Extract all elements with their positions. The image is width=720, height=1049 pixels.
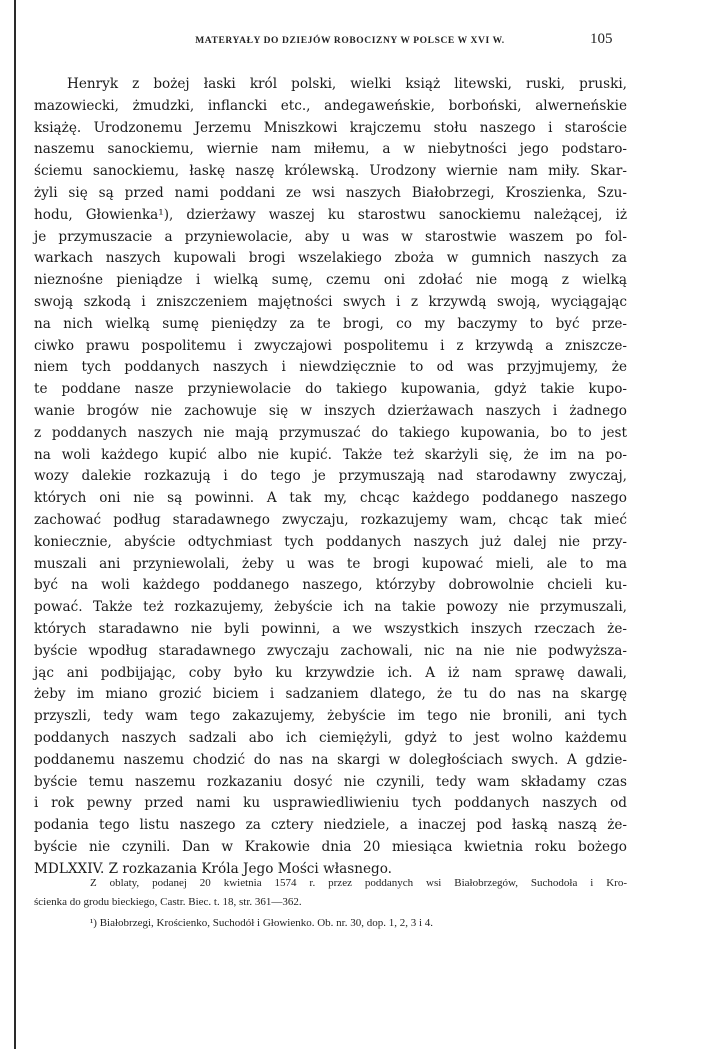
body-line: warkach naszych kupowali brogi wszelakiego zboża w gumnich naszych za bbox=[34, 250, 627, 267]
body-line: ściemu sanockiemu, łaskę naszę królewską. Urodzony wiernie nam miły. Skar- bbox=[34, 163, 627, 180]
body-line: których staradawno nie byli powinni, a we wszystkich inszych rzeczach że- bbox=[34, 620, 627, 637]
body-line: wozy dalekie rozkazują i do tego je przymuszają nad starodawny zwyczaj, bbox=[34, 468, 627, 485]
body-line: jąc ani podbijając, coby było ku krzywdzie ich. A iż nam sprawę dawali, bbox=[34, 664, 627, 681]
body-line: poddanych naszych sadzali abo ich ciemiężyli, gdyż to jest wolno każdemu bbox=[34, 729, 627, 746]
body-line: te poddane nasze przyniewolacie do takiego kupowania, gdyż takie kupo- bbox=[34, 381, 627, 398]
document-body bbox=[34, 74, 627, 880]
body-line: i rok pewny przed nami ku usprawiedliwieniu tych poddanych naszych od bbox=[34, 795, 627, 812]
body-line: byście nie czynili. Dan w Krakowie dnia 20 miesiąca kwietnia roku bożego bbox=[34, 838, 627, 855]
source-note-line: Z oblaty, podanej 20 kwietnia 1574 r. przez poddanych wsi Białobrzegów, Suchodoła i Kro- bbox=[90, 877, 627, 889]
body-line: podania tego listu naszego za cztery niedziele, a inaczej pod łaską naszą że- bbox=[34, 817, 627, 834]
scan-edge-line bbox=[14, 0, 16, 1049]
running-head: MATERYAŁY DO DZIEJÓW ROBOCIZNY W POLSCE W XVI W. bbox=[195, 36, 505, 46]
body-line: MDLXXIV. Z rozkazania Króla Jego Mości własnego. bbox=[34, 860, 392, 877]
body-line: ciwko prawu pospolitemu i zwyczajowi pospolitemu i z krzywdą a zniszcze- bbox=[34, 337, 627, 354]
page-number: 105 bbox=[590, 31, 613, 47]
body-line: nieznośne pieniądze i wielką sumę, czemu oni zdołać nie mogą z wielką bbox=[34, 272, 627, 289]
body-line: książę. Urodzonemu Jerzemu Mniszkowi krajczemu stołu naszego i staroście bbox=[34, 119, 627, 136]
body-line: zachować podług staradawnego zwyczaju, rozkazujemy wam, chcąc tak mieć bbox=[34, 511, 627, 528]
body-line: których oni nie są powinni. A tak my, chcąc każdego poddanego naszego bbox=[34, 490, 627, 507]
body-line: hodu, Głowienka¹), dzierżawy waszej ku starostwu sanockiemu należącej, iż bbox=[34, 206, 627, 223]
body-line: z poddanych naszych nie mają przymuszać do takiego kupowania, bo to jest bbox=[34, 424, 627, 441]
body-line: byście wpodług staradawnego zwyczaju zachowali, nic na nie nie podwyższa- bbox=[34, 642, 627, 659]
body-line: na nich wielką sumę pieniędzy za te brogi, co my baczymy to być prze- bbox=[34, 315, 627, 332]
footnote bbox=[34, 914, 627, 933]
body-line: żeby im miano grozić biciem i sadzaniem dlatego, że tu do nas na skargę bbox=[34, 686, 627, 703]
body-line: żyli się są przed nami poddani ze wsi naszych Białobrzegi, Kroszienka, Szu- bbox=[34, 184, 627, 201]
body-line: niem tych poddanych naszych i niewdzięcznie to od was przyjmujemy, że bbox=[34, 359, 627, 376]
body-line: pować. Także też rozkazujemy, żebyście ich na takie powozy nie przymuszali, bbox=[34, 599, 627, 616]
body-line: swoją szkodą i zniszczeniem majętności swych i z krzywdą swoją, wyciągając bbox=[34, 293, 627, 310]
body-line: być na woli każdego poddanego naszego, którzyby dobrowolnie chcieli ku- bbox=[34, 577, 627, 594]
body-line: Henryk z bożej łaski król polski, wielki książ litewski, ruski, pruski, bbox=[67, 76, 627, 92]
footnote-text: ¹) Białobrzegi, Krościenko, Suchodół i Głowienko. Ob. nr. 30, dop. 1, 2, 3 i 4. bbox=[90, 917, 434, 929]
body-line: wanie brogów nie zachowuje się w inszych dzierżawach naszych i żadnego bbox=[34, 402, 627, 419]
body-line: poddanemu naszemu chodzić do nas na skargi w doległościach swych. A gdzie- bbox=[34, 751, 627, 768]
source-note-line: ścienka do grodu bieckiego, Castr. Biec. t. 18, str. 361—362. bbox=[34, 896, 302, 908]
source-note bbox=[34, 874, 627, 912]
body-line: na woli każdego kupić albo nie kupić. Także też skarżyli się, że im na po- bbox=[34, 446, 627, 463]
body-line: muszali ani przyniewolali, żeby u was te brogi kupować mieli, ale to ma bbox=[34, 555, 627, 572]
body-line: naszemu sanockiemu, wiernie nam miłemu, a w niebytności jego podstaro- bbox=[34, 141, 627, 158]
body-line: byście temu naszemu rozkazaniu dosyć nie czynili, tedy wam składamy czas bbox=[34, 773, 627, 790]
body-line: mazowiecki, żmudzki, inflancki etc., andegaweńskie, borboński, alwerneńskie bbox=[34, 97, 627, 114]
body-line: koniecznie, abyście odtychmiast tych poddanych naszych już dalej nie przy- bbox=[34, 533, 627, 550]
body-line: przyszli, tedy wam tego zakazujemy, żebyście im tego nie bronili, ani tych bbox=[34, 708, 627, 725]
body-line: je przymuszacie a przyniewolacie, aby u was w starostwie waszem po fol- bbox=[34, 228, 627, 245]
